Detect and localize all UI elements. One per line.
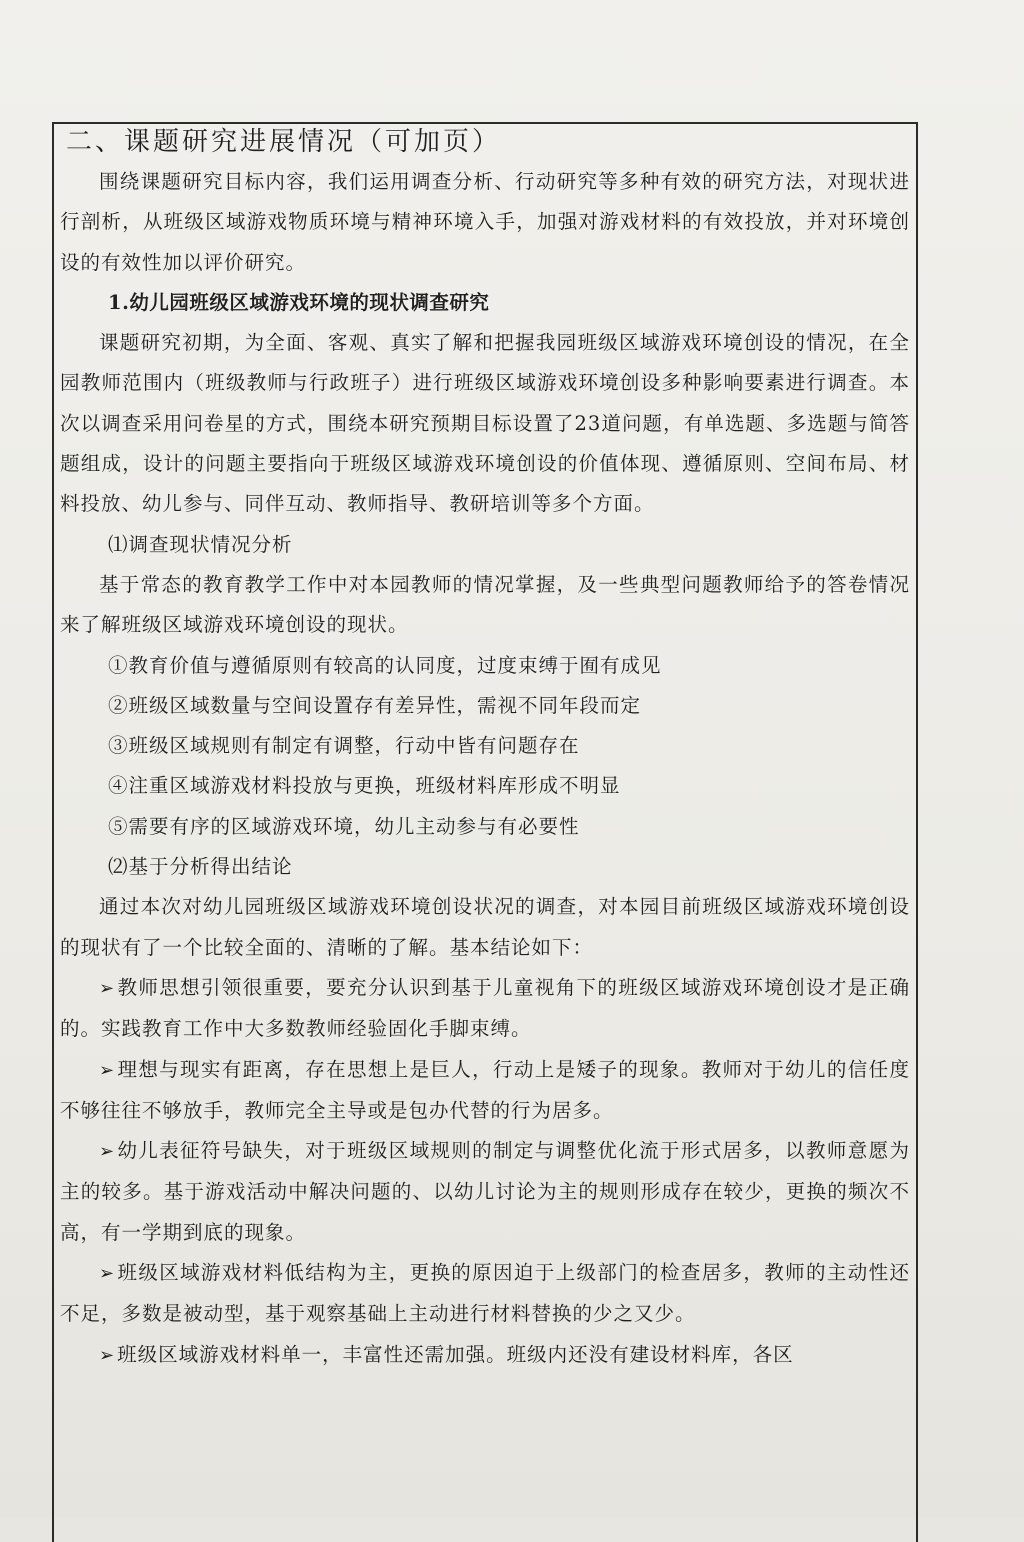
conclusion-text: 班级区域游戏材料低结构为主，更换的原因迫于上级部门的检查居多，教师的主动性还不足，多数是被动型，基于观察基础上主动进行材料替换的少之又少。	[60, 1261, 910, 1326]
conclusion-item	[60, 1335, 910, 1376]
arrow-bullet-icon: ➢	[99, 977, 116, 999]
finding-item: ⑤需要有序的区域游戏环境，幼儿主动参与有必要性	[108, 814, 580, 838]
document-content	[60, 122, 910, 1376]
sub2-paragraph: 通过本次对幼儿园班级区域游戏环境创设状况的调查，对本园目前班级区域游戏环境创设的现状有了一个比较全面的、清晰的了解。基本结论如下：	[60, 895, 910, 959]
conclusion-item	[60, 1050, 910, 1132]
sub1-paragraph: 基于常态的教育教学工作中对本园教师的情况掌握，及一些典型问题教师给予的答卷情况来了解班级区域游戏环境创设的现状。	[60, 572, 910, 637]
conclusion-text: 班级区域游戏材料单一，丰富性还需加强。班级内还没有建设材料库，各区	[117, 1342, 794, 1366]
finding-item: ③班级区域规则有制定有调整，行动中皆有问题存在	[108, 734, 580, 758]
finding-item: ④注重区域游戏材料投放与更换，班级材料库形成不明显	[108, 774, 621, 798]
arrow-bullet-icon: ➢	[99, 1344, 116, 1366]
sub2-heading: ⑵基于分析得出结论	[108, 855, 293, 879]
conclusion-item	[60, 968, 910, 1050]
finding-item: ①教育价值与遵循原则有较高的认同度，过度束缚于囿有成见	[108, 653, 662, 677]
part1-heading: 1.幼儿园班级区域游戏环境的现状调查研究	[108, 290, 490, 314]
arrow-bullet-icon: ➢	[99, 1059, 116, 1081]
conclusion-item	[60, 1131, 910, 1253]
conclusion-text: 幼儿表征符号缺失，对于班级区域规则的制定与调整优化流于形式居多，以教师意愿为主的较多。基于游戏活动中解决问题的、以幼儿讨论为主的规则形成存在较少，更换的频次不高，有一学期到底的现象。	[60, 1139, 910, 1244]
intro-paragraph: 围绕课题研究目标内容，我们运用调查分析、行动研究等多种有效的研究方法，对现状进行剖析，从班级区域游戏物质环境与精神环境入手，加强对游戏材料的有效投放，并对环境创设的有效性加以评价研究。	[60, 170, 910, 274]
conclusion-text: 教师思想引领很重要，要充分认识到基于儿童视角下的班级区域游戏环境创设才是正确的。实践教育工作中大多数教师经验固化手脚束缚。	[60, 975, 910, 1041]
conclusion-text: 理想与现实有距离，存在思想上是巨人，行动上是矮子的现象。教师对于幼儿的信任度不够往往不够放手，教师完全主导或是包办代替的行为居多。	[60, 1057, 910, 1122]
sub1-heading: ⑴调查现状情况分析	[108, 532, 293, 556]
arrow-bullet-icon: ➢	[99, 1141, 116, 1163]
survey-paragraph: 课题研究初期，为全面、客观、真实了解和把握我园班级区域游戏环境创设的情况，在全园教师范围内（班级教师与行政班子）进行班级区域游戏环境创设多种影响要素进行调查。本次以调查采用问卷星的方式，围绕本研究预期目标设置了23道问题，有单选题、多选题与简答题组成，设计的问题主要指向于班级区域游戏环境创设的价值体现、遵循原则、空间布局、材料投放、幼儿参与、同伴互动、教师指导、教研培训等多个方面。	[60, 331, 910, 516]
arrow-bullet-icon: ➢	[99, 1263, 116, 1285]
conclusion-item	[60, 1253, 910, 1335]
section-title: 二、课题研究进展情况（可加页）	[66, 127, 502, 157]
finding-item: ②班级区域数量与空间设置存有差异性，需视不同年段而定	[108, 693, 642, 717]
